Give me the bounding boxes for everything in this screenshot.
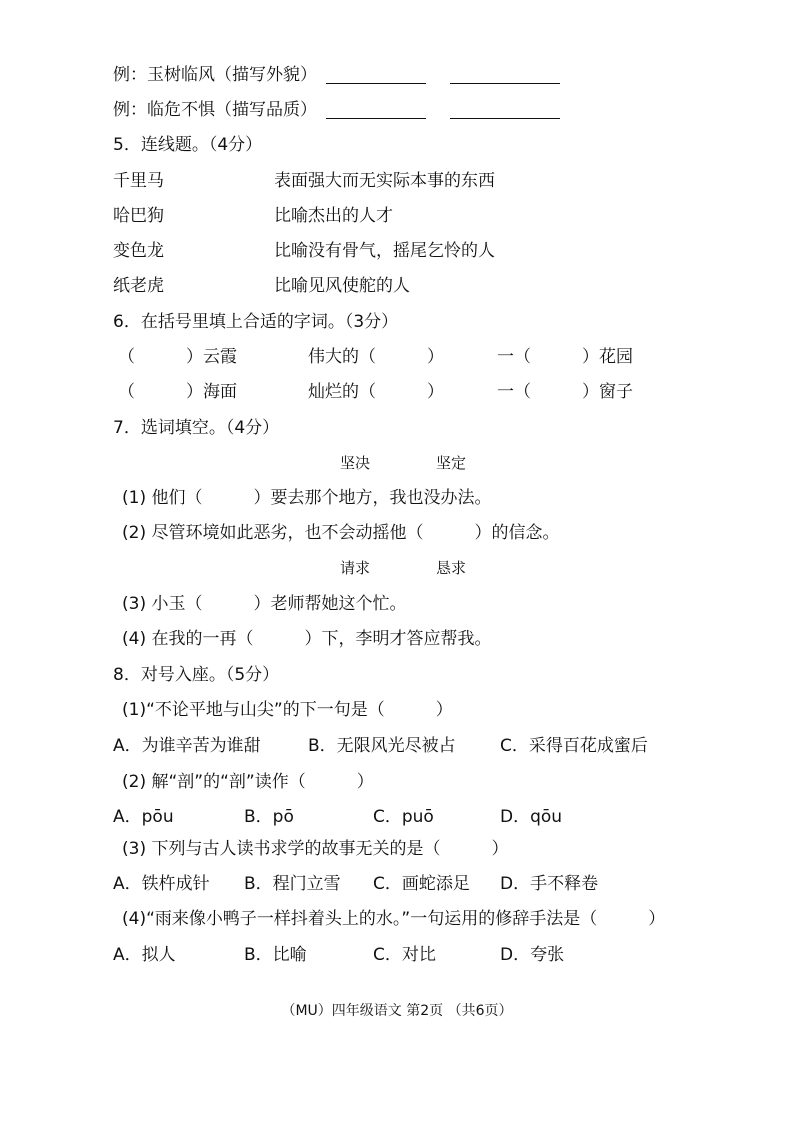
q8-option[interactable]: A．拟人 — [113, 945, 176, 965]
q6-fill-item[interactable]: 灿烂的（ ） — [308, 382, 444, 402]
q8-option[interactable]: D．手不释卷 — [500, 874, 599, 894]
q5-left-item[interactable]: 变色龙 — [113, 241, 164, 261]
example-1-label: 例：玉树临风（描写外貌） — [113, 65, 317, 85]
q5-left-item[interactable]: 纸老虎 — [113, 276, 164, 296]
page-footer: （MU）四年级语文 第2页 （共6页） — [281, 1003, 513, 1019]
q5-left-item[interactable]: 千里马 — [113, 171, 164, 191]
q8-question[interactable]: (4)“雨来像小鸭子一样抖着头上的水。”一句运用的修辞手法是（ ） — [122, 909, 666, 929]
q8-option[interactable]: B．pō — [244, 807, 294, 827]
q6-title: 6．在括号里填上合适的字词。（3分） — [113, 312, 399, 332]
q8-question[interactable]: (1)“不论平地与山尖”的下一句是（ ） — [122, 700, 453, 720]
answer-blank[interactable] — [326, 67, 426, 84]
q8-option[interactable]: A．pōu — [113, 807, 174, 827]
q6-fill-item[interactable]: 一（ ）花园 — [497, 347, 633, 367]
q8-option[interactable]: A．铁杵成针 — [113, 874, 210, 894]
q7-sentence[interactable]: (3) 小玉（ ）老师帮她这个忙。 — [122, 594, 407, 614]
example-2 — [113, 99, 560, 121]
q7-word-choice: 请求 — [340, 559, 371, 577]
q7-word-choice: 坚决 — [340, 454, 371, 472]
q7-title: 7．选词填空。（4分） — [113, 418, 280, 438]
q8-option[interactable]: B．程门立雪 — [244, 874, 341, 894]
q7-sentence[interactable]: (1) 他们（ ）要去那个地方，我也没办法。 — [122, 488, 492, 508]
example-1 — [113, 64, 560, 86]
q7-sentence[interactable]: (4) 在我的一再（ ）下，李明才答应帮我。 — [122, 629, 492, 649]
q5-right-item[interactable]: 比喻见风使舵的人 — [274, 276, 410, 296]
q6-fill-item[interactable]: （ ）海面 — [118, 382, 237, 402]
q6-fill-item[interactable]: 伟大的（ ） — [308, 347, 444, 367]
answer-blank[interactable] — [326, 102, 426, 119]
q5-left-item[interactable]: 哈巴狗 — [113, 206, 164, 226]
q8-option[interactable]: C．采得百花成蜜后 — [500, 736, 648, 756]
q8-option[interactable]: D．夸张 — [500, 945, 565, 965]
q8-question[interactable]: (3) 下列与古人读书求学的故事无关的是（ ） — [122, 839, 509, 859]
q7-word-choice: 恳求 — [436, 559, 467, 577]
q8-option[interactable]: B．无限风光尽被占 — [308, 736, 456, 756]
q7-word-choice: 坚定 — [436, 454, 467, 472]
q5-title: 5．连线题。（4分） — [113, 135, 263, 155]
q8-option[interactable]: C．画蛇添足 — [373, 874, 470, 894]
q8-option[interactable]: A．为谁辛苦为谁甜 — [113, 736, 261, 756]
q8-question[interactable]: (2) 解“剖”的“剖”读作（ ） — [122, 772, 374, 792]
q8-option[interactable]: D．qōu — [500, 807, 563, 827]
example-2-label: 例：临危不惧（描写品质） — [113, 100, 317, 120]
answer-blank[interactable] — [450, 102, 560, 119]
q5-right-item[interactable]: 比喻杰出的人才 — [274, 206, 393, 226]
q8-option[interactable]: C．puō — [373, 807, 434, 827]
q6-fill-item[interactable]: 一（ ）窗子 — [497, 382, 633, 402]
q8-option[interactable]: B．比喻 — [244, 945, 307, 965]
q5-right-item[interactable]: 表面强大而无实际本事的东西 — [274, 171, 495, 191]
q8-option[interactable]: C．对比 — [373, 945, 436, 965]
answer-blank[interactable] — [450, 67, 560, 84]
q5-right-item[interactable]: 比喻没有骨气，摇尾乞怜的人 — [274, 241, 495, 261]
q8-title: 8．对号入座。（5分） — [113, 665, 280, 685]
q6-fill-item[interactable]: （ ）云霞 — [118, 347, 237, 367]
q7-sentence[interactable]: (2) 尽管环境如此恶劣，也不会动摇他（ ）的信念。 — [122, 523, 560, 543]
